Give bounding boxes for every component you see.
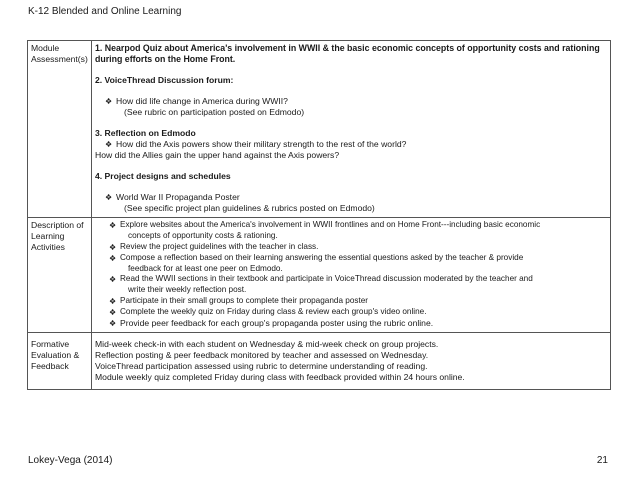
activity-text: Read the WWII sections in their textbook and participate in VoiceThread discussion moderated by the teacher and bbox=[120, 274, 533, 284]
table-row-activities bbox=[28, 218, 611, 333]
assessment-item-4-note: (See specific project plan guidelines & rubrics posted on Edmodo) bbox=[124, 203, 375, 213]
assessment-item-4-title: 4. Project designs and schedules bbox=[95, 171, 231, 181]
row-label-formative: Formative Evaluation & Feedback bbox=[28, 332, 92, 389]
assessment-item-4-bullet bbox=[95, 192, 607, 203]
list-item bbox=[95, 274, 607, 285]
assessment-item-1-title: 1. Nearpod Quiz about America's involvement in WWII & the basic economic concepts of opportunity costs and rationing during efforts on the Home Front. bbox=[95, 43, 600, 64]
activity-text-continued: write their weekly reflection post. bbox=[128, 285, 247, 295]
list-item bbox=[95, 220, 607, 231]
activity-text-continued: concepts of opportunity costs & rationing. bbox=[128, 231, 278, 240]
diamond-bullet-icon: ❖ bbox=[109, 275, 117, 285]
assessment-item-4-bullet-text: World War II Propaganda Poster bbox=[116, 192, 240, 202]
assessment-item-2-bullet bbox=[95, 96, 607, 107]
list-item bbox=[95, 242, 607, 253]
list-item bbox=[95, 318, 607, 329]
assessment-item-3-bullet-text: How did the Axis powers show their military strength to the rest of the world? bbox=[116, 139, 407, 149]
formative-line: Reflection posting & peer feedback monitored by teacher and assessed on Wednesday. bbox=[95, 349, 429, 360]
activity-text: Explore websites about the America's involvement in WWII frontlines and on Home Front---including basic economic bbox=[120, 220, 541, 229]
table-row-formative bbox=[28, 332, 611, 389]
activity-text: Review the project guidelines with the teacher in class. bbox=[120, 241, 319, 251]
row-label-module-assessment: Module Assessment(s) bbox=[28, 41, 92, 218]
diamond-bullet-icon: ❖ bbox=[105, 193, 113, 202]
assessment-item-3-title: 3. Reflection on Edmodo bbox=[95, 128, 196, 138]
page-number: 21 bbox=[596, 455, 608, 466]
diamond-bullet-icon: ❖ bbox=[109, 253, 117, 263]
table-row-module-assessment bbox=[28, 41, 611, 218]
list-item bbox=[95, 296, 607, 307]
activities-content bbox=[92, 218, 611, 333]
formative-content bbox=[92, 332, 611, 389]
module-assessment-content bbox=[92, 41, 611, 218]
document-header: K-12 Blended and Online Learning bbox=[28, 6, 182, 17]
footer-citation: Lokey-Vega (2014) bbox=[28, 455, 113, 466]
assessment-item-3-line: How did the Allies gain the upper hand against the Axis powers? bbox=[95, 150, 340, 160]
activity-text: Compose a reflection based on their learning answering the essential questions asked by the teacher & provide bbox=[120, 252, 524, 262]
list-item bbox=[95, 253, 607, 264]
diamond-bullet-icon: ❖ bbox=[105, 97, 113, 106]
module-table bbox=[27, 40, 611, 390]
diamond-bullet-icon: ❖ bbox=[105, 140, 113, 149]
assessment-item-3-bullet bbox=[95, 139, 607, 150]
activity-text: Participate in their small groups to complete their propaganda poster bbox=[120, 295, 369, 305]
assessment-item-2-note: (See rubric on participation posted on Edmodo) bbox=[124, 107, 305, 117]
diamond-bullet-icon: ❖ bbox=[109, 242, 117, 252]
assessment-item-2-bullet-text: How did life change in America during WWII? bbox=[116, 96, 288, 106]
diamond-bullet-icon: ❖ bbox=[109, 307, 117, 317]
diamond-bullet-icon: ❖ bbox=[109, 318, 117, 328]
list-item bbox=[95, 307, 607, 318]
activity-text: Provide peer feedback for each group's propaganda poster using the rubric online. bbox=[120, 317, 434, 328]
assessment-item-2-title: 2. VoiceThread Discussion forum: bbox=[95, 75, 234, 85]
activity-text: Complete the weekly quiz on Friday during class & review each group's video online. bbox=[120, 306, 427, 316]
formative-line: Mid-week check-in with each student on Wednesday & mid-week check on group projects. bbox=[95, 338, 439, 349]
formative-line: Module weekly quiz completed Friday during class with feedback provided within 24 hours online. bbox=[95, 371, 465, 382]
row-label-activities: Description of Learning Activities bbox=[28, 218, 92, 333]
diamond-bullet-icon: ❖ bbox=[109, 296, 117, 306]
diamond-bullet-icon: ❖ bbox=[109, 221, 117, 230]
formative-line: VoiceThread participation assessed using rubric to determine understanding of reading. bbox=[95, 360, 428, 371]
activity-text-continued: feedback for at least one peer on Edmodo. bbox=[128, 263, 283, 273]
